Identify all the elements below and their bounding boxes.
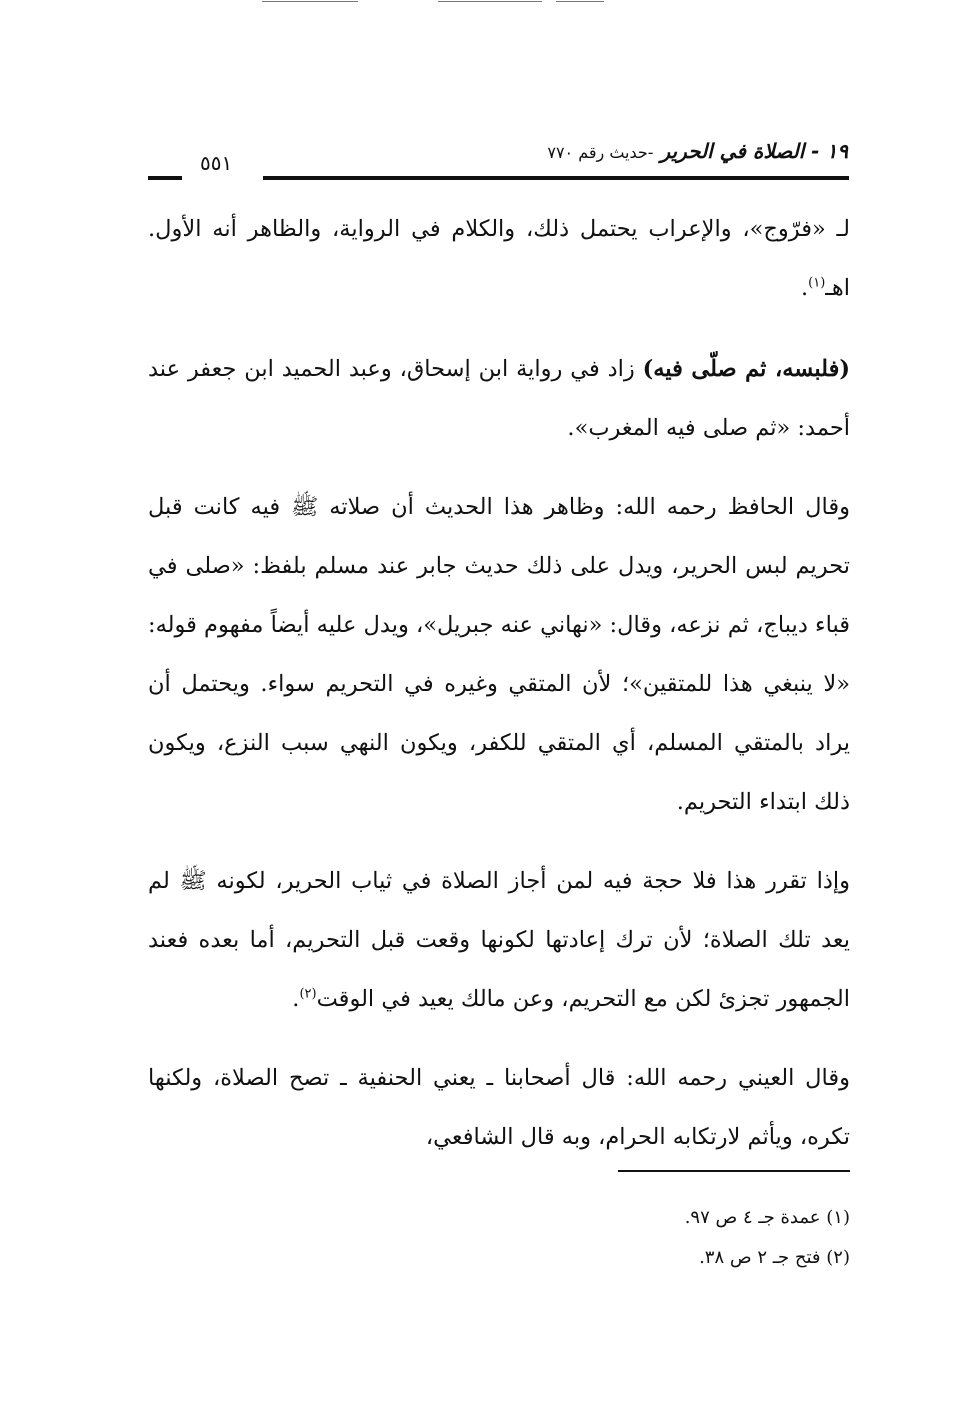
main-text — [148, 200, 850, 1187]
scan-top-lines — [0, 0, 969, 6]
footnotes — [500, 1198, 850, 1278]
footnote-1: (١) عمدة جـ ٤ ص ٩٧. — [684, 1207, 850, 1228]
chapter-title-text: ١٩ - الصلاة في الحرير — [660, 139, 848, 163]
header-rule — [263, 176, 849, 180]
paragraph-3: وقال الحافظ رحمه الله: وظاهر هذا الحديث أن صلاته ﷺ فيه كانت قبل تحريم لبس الحرير، ويدل على ذلك حديث جابر عند مسلم بلفظ: «صلى في قباء ديباج، ثم نزعه، وقال: «نهاني عنه جبريل»، ويدل عليه أيضاً مفهوم قوله: «لا ينبغي هذا للمتقين»؛ لأن المتقي وغيره في التحريم سواء. ويحتمل أن يراد بالمتقي المسلم، أي المتقي للكفر، ويكون النهي سبب النزع، ويكون ذلك ابتداء التحريم. — [148, 494, 850, 815]
hadith-reference: -حديث رقم ٧٧٠ — [547, 143, 654, 162]
page-number: ٥٥١ — [200, 151, 233, 175]
footnote-marker-2: (٢) — [299, 986, 317, 1002]
chapter-title — [547, 139, 848, 163]
paragraph-2: (فلبسه، ثم صلّى فيه) زاد في رواية ابن إسحاق، وعبد الحميد ابن جعفر عند أحمد: «ثم صلى فيه المغرب». — [148, 356, 850, 441]
paragraph-5: وقال العيني رحمه الله: قال أصحابنا ـ يعني الحنفية ـ تصح الصلاة، ولكنها تكره، ويأثم لارتكابه الحرام، وبه قال الشافعي، — [148, 1065, 850, 1150]
paragraph-1: لـ «فرّوج»، والإعراب يحتمل ذلك، والكلام في الرواية، والظاهر أنه الأول. اهـ$^{(١)}$. — [148, 216, 850, 301]
footnote-separator — [618, 1170, 850, 1172]
footnote-marker-1: (١) — [808, 275, 826, 291]
footnote-2: (٢) فتح جـ ٢ ص ٣٨. — [699, 1247, 850, 1268]
quoted-phrase: (فلبسه، ثم صلّى فيه) — [642, 356, 850, 382]
page-number-rule — [148, 176, 182, 180]
paragraph-4: وإذا تقرر هذا فلا حجة فيه لمن أجاز الصلاة في ثياب الحرير، لكونه ﷺ لم يعد تلك الصلاة؛ لأن ترك إعادتها لكونها وقعت قبل التحريم، أما بعده فعند الجمهور تجزئ لكن مع التحريم، وعن مالك يعيد في الوقت$^{(٢)}$. — [148, 868, 850, 1012]
